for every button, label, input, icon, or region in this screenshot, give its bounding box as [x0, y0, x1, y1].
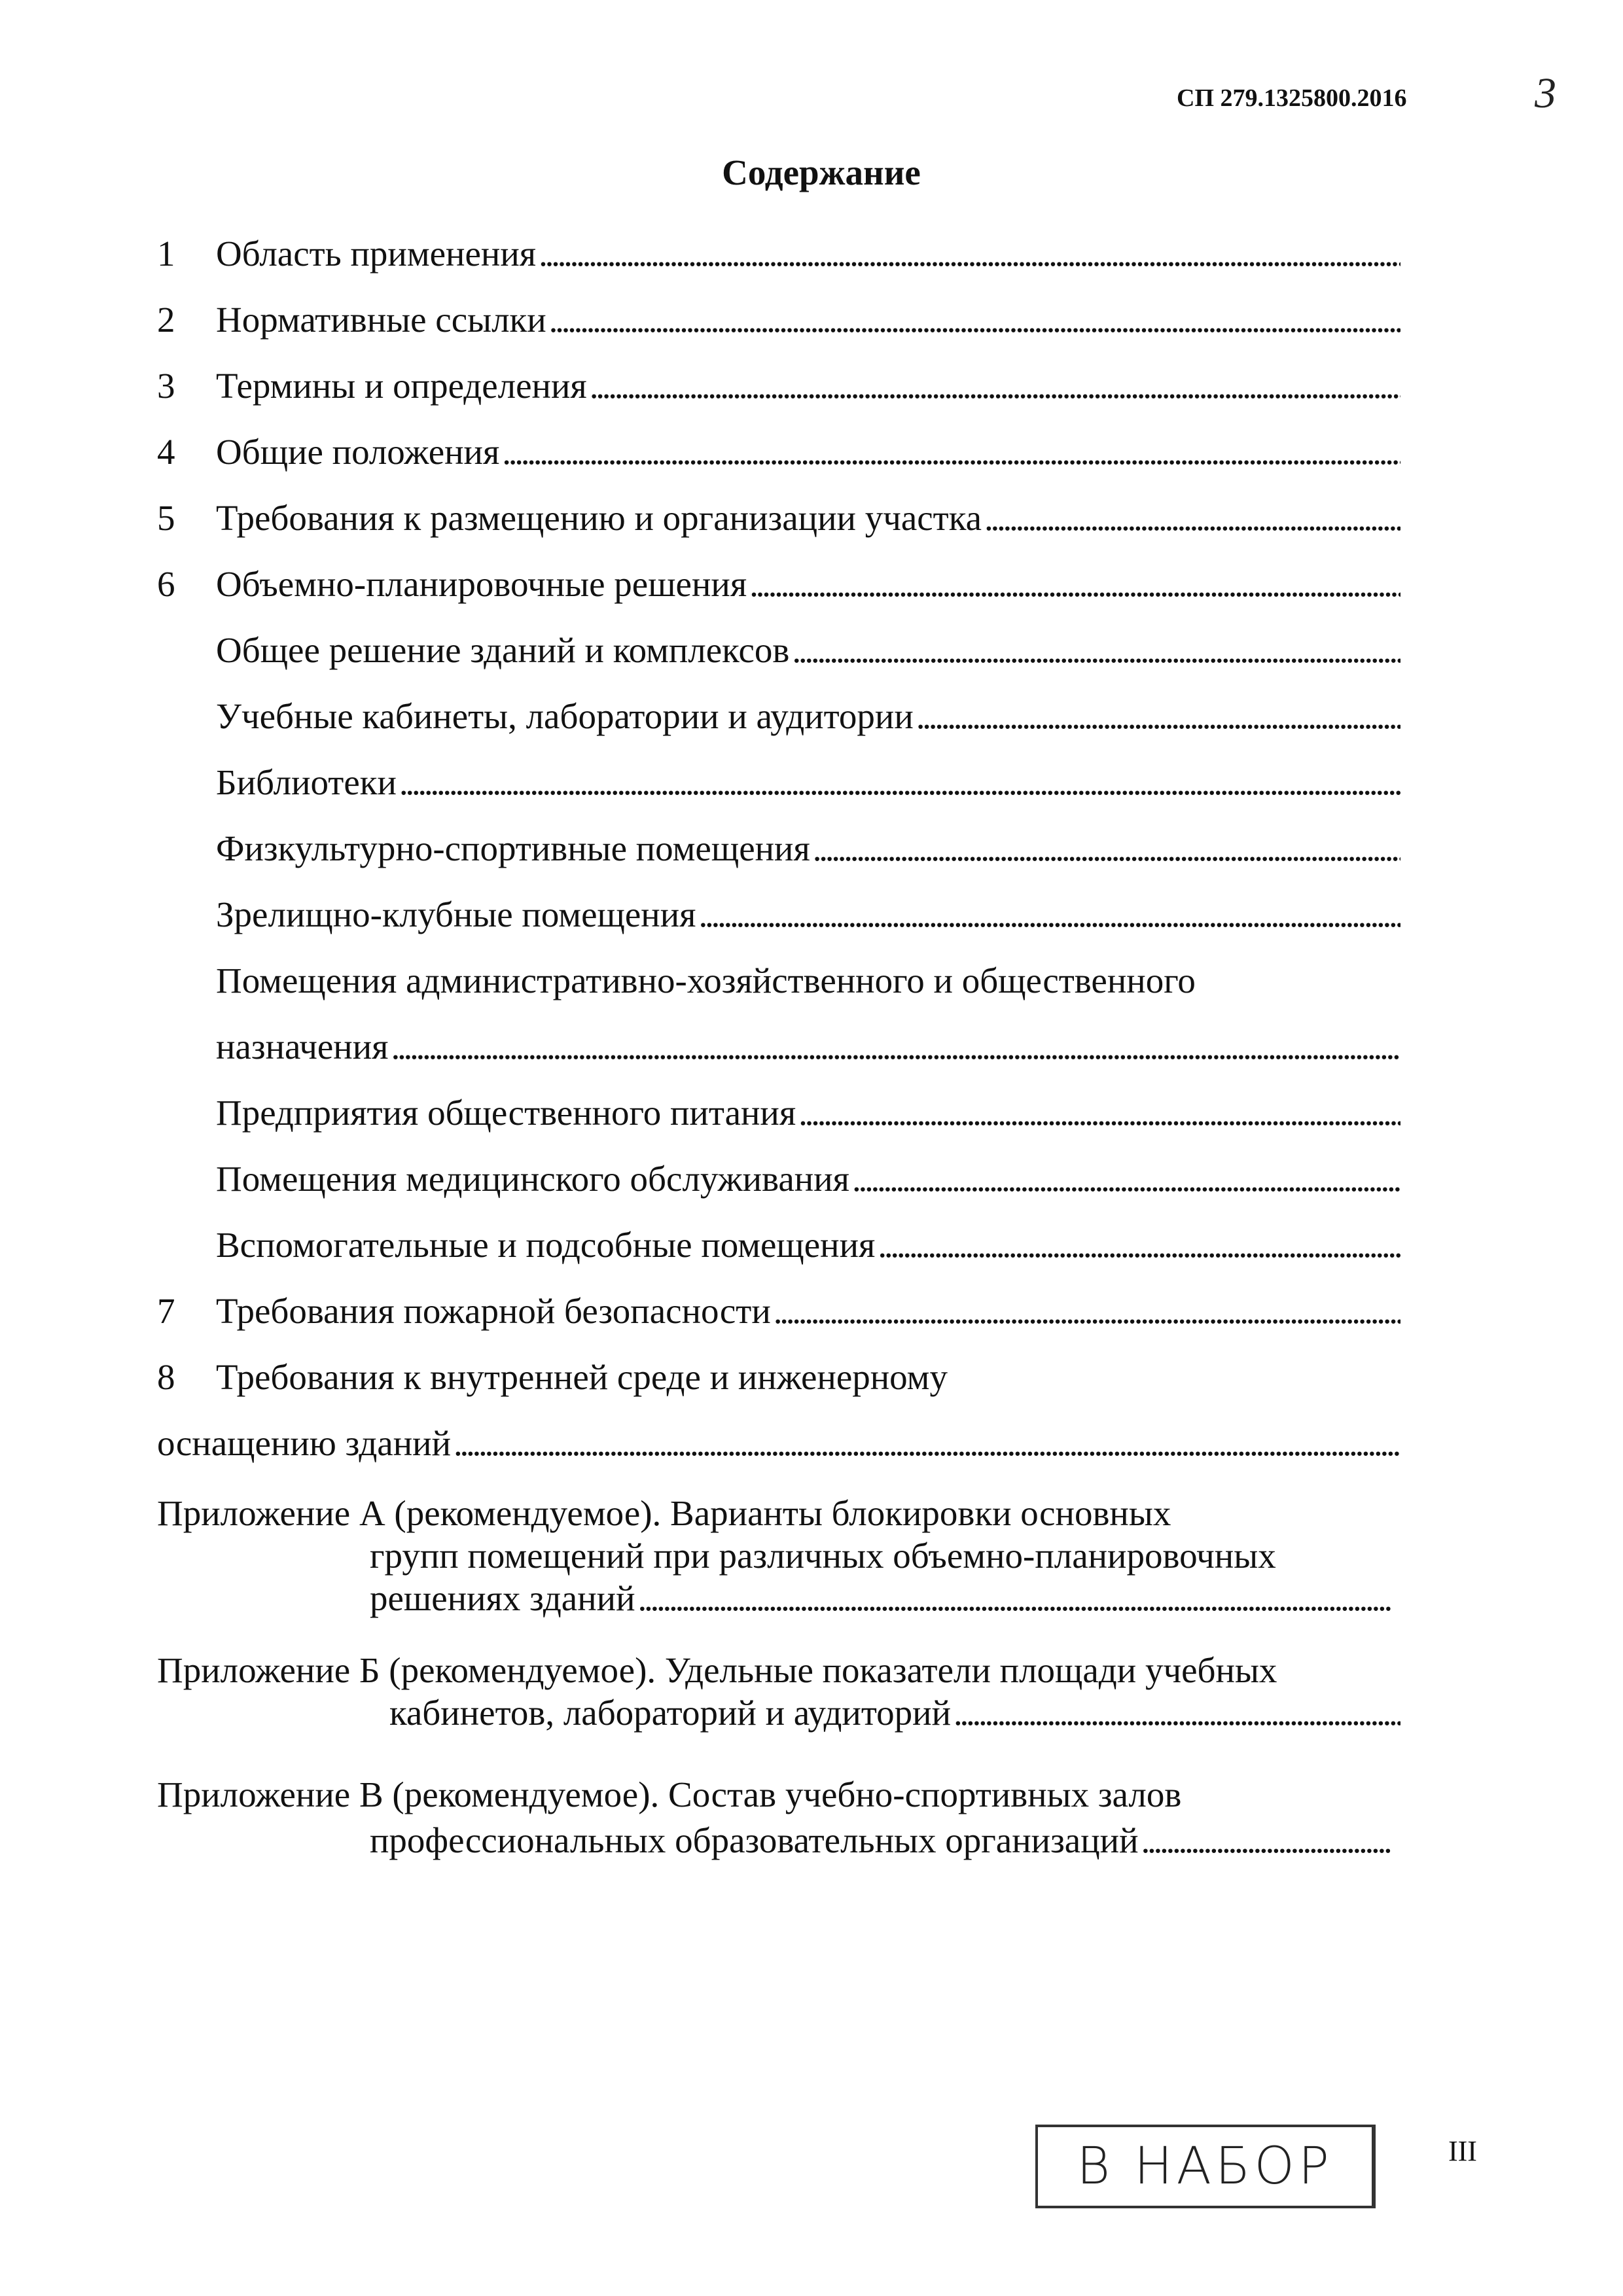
- appendix-b-line-1[interactable]: [157, 1652, 1400, 1698]
- leader-dots: [984, 500, 1400, 536]
- toc-number: 8: [157, 1357, 175, 1397]
- toc-entry-text: оснащению зданий: [157, 1423, 452, 1463]
- appendix-text: Приложение В (рекомендуемое). Состав учебно-спортивных залов: [157, 1775, 1182, 1814]
- toc-entry-text: Общие положения: [216, 432, 500, 472]
- toc-subentry[interactable]: [216, 896, 1400, 942]
- toc-entry-text: Требования пожарной безопасности: [216, 1291, 771, 1331]
- toc-entry-text: Объемно-планировочные решения: [216, 564, 747, 604]
- appendix-a-line-1[interactable]: [157, 1495, 1400, 1541]
- toc-subentry[interactable]: [216, 632, 1400, 678]
- toc-number: 6: [157, 564, 175, 604]
- leader-dots: [813, 830, 1400, 866]
- leader-dots: [954, 1695, 1400, 1731]
- appendix-text: Приложение А (рекомендуемое). Варианты блокировки основных: [157, 1493, 1171, 1533]
- stamp-text: В НАБОР: [1077, 2137, 1333, 2196]
- toc-number: 3: [157, 366, 175, 406]
- toc-entry[interactable]: [216, 368, 1400, 414]
- leader-dots: [638, 1580, 1391, 1616]
- toc-subentry[interactable]: [216, 764, 1400, 810]
- toc-entry-text: Библиотеки: [216, 762, 397, 802]
- leader-dots: [1141, 1822, 1391, 1858]
- toc-entry[interactable]: [216, 500, 1400, 546]
- toc-entry-text: Зрелищно-клубные помещения: [216, 894, 696, 934]
- appendix-text: кабинетов, лабораторий и аудиторий: [389, 1693, 952, 1733]
- leader-dots: [792, 632, 1400, 668]
- toc-entry[interactable]: [216, 236, 1400, 281]
- appendix-a-line-3[interactable]: [370, 1580, 1391, 1626]
- toc-entry-text: Область применения: [216, 234, 537, 274]
- appendix-a-line-2: [370, 1538, 1400, 1583]
- document-code: СП 279.1325800.2016: [1177, 84, 1407, 112]
- leader-dots: [399, 764, 1400, 800]
- toc-number: 1: [157, 234, 175, 274]
- leader-dots: [798, 1095, 1400, 1131]
- leader-dots: [454, 1425, 1400, 1461]
- leader-dots: [916, 698, 1400, 734]
- toc-number: 4: [157, 432, 175, 472]
- leader-dots: [749, 566, 1400, 602]
- toc-entry-text: Физкультурно-спортивные помещения: [216, 828, 810, 868]
- toc-subentry[interactable]: [216, 698, 1400, 744]
- appendix-b-line-2[interactable]: [389, 1695, 1400, 1740]
- toc-entry-text: назначения: [216, 1027, 389, 1067]
- toc-entry-text: Требования к внутренней среде и инженерному: [216, 1357, 948, 1397]
- toc-entry-text: Нормативные ссылки: [216, 300, 546, 340]
- roman-page-number: III: [1448, 2135, 1477, 2167]
- appendix-text: групп помещений при различных объемно-планировочных: [370, 1536, 1276, 1576]
- leader-dots: [502, 434, 1400, 470]
- toc-number: 7: [157, 1291, 175, 1331]
- toc-subentry[interactable]: [216, 1029, 1400, 1074]
- toc-entry-text: Предприятия общественного питания: [216, 1093, 796, 1133]
- leader-dots: [539, 236, 1400, 272]
- toc-subentry[interactable]: [216, 1095, 1400, 1140]
- toc-subentry[interactable]: [216, 1161, 1400, 1207]
- appendix-c-line-2[interactable]: [370, 1822, 1391, 1868]
- leader-dots: [549, 302, 1400, 338]
- toc-entry[interactable]: [216, 302, 1400, 347]
- handwritten-page-number: 3: [1535, 69, 1556, 117]
- appendix-text: Приложение Б (рекомендуемое). Удельные показатели площади учебных: [157, 1650, 1277, 1690]
- toc-subentry-first-line[interactable]: [216, 963, 1400, 1008]
- toc-number: 2: [157, 300, 175, 340]
- toc-entry[interactable]: [157, 1425, 1400, 1471]
- toc-entry-text: Помещения медицинского обслуживания: [216, 1159, 849, 1199]
- leader-dots: [852, 1161, 1400, 1197]
- toc-entry-text: Требования к размещению и организации участка: [216, 498, 982, 538]
- toc-entry-text: Вспомогательные и подсобные помещения: [216, 1225, 876, 1265]
- appendix-text: решениях зданий: [370, 1578, 635, 1618]
- leader-dots: [698, 896, 1400, 932]
- toc-entry[interactable]: [216, 1293, 1400, 1339]
- appendix-text: профессиональных образовательных организаций: [370, 1820, 1139, 1860]
- page-title: Содержание: [722, 152, 921, 192]
- stamp-box: [1035, 2125, 1376, 2208]
- toc-number: 5: [157, 498, 175, 538]
- toc-entry-first-line[interactable]: [216, 1359, 1400, 1405]
- leader-dots: [878, 1227, 1400, 1263]
- toc-entry-text: Общее решение зданий и комплексов: [216, 630, 790, 670]
- toc-entry[interactable]: [216, 434, 1400, 480]
- leader-dots: [590, 368, 1400, 404]
- toc-subentry[interactable]: [216, 1227, 1400, 1273]
- toc-entry-text: Термины и определения: [216, 366, 587, 406]
- toc-entry-text: Учебные кабинеты, лаборатории и аудитории: [216, 696, 914, 736]
- toc-entry[interactable]: [216, 566, 1400, 612]
- toc-entry-text: Помещения административно-хозяйственного и общественного: [216, 961, 1196, 1000]
- leader-dots: [391, 1029, 1400, 1065]
- leader-dots: [774, 1293, 1400, 1329]
- appendix-c-line-1[interactable]: [157, 1776, 1400, 1822]
- toc-subentry[interactable]: [216, 830, 1400, 876]
